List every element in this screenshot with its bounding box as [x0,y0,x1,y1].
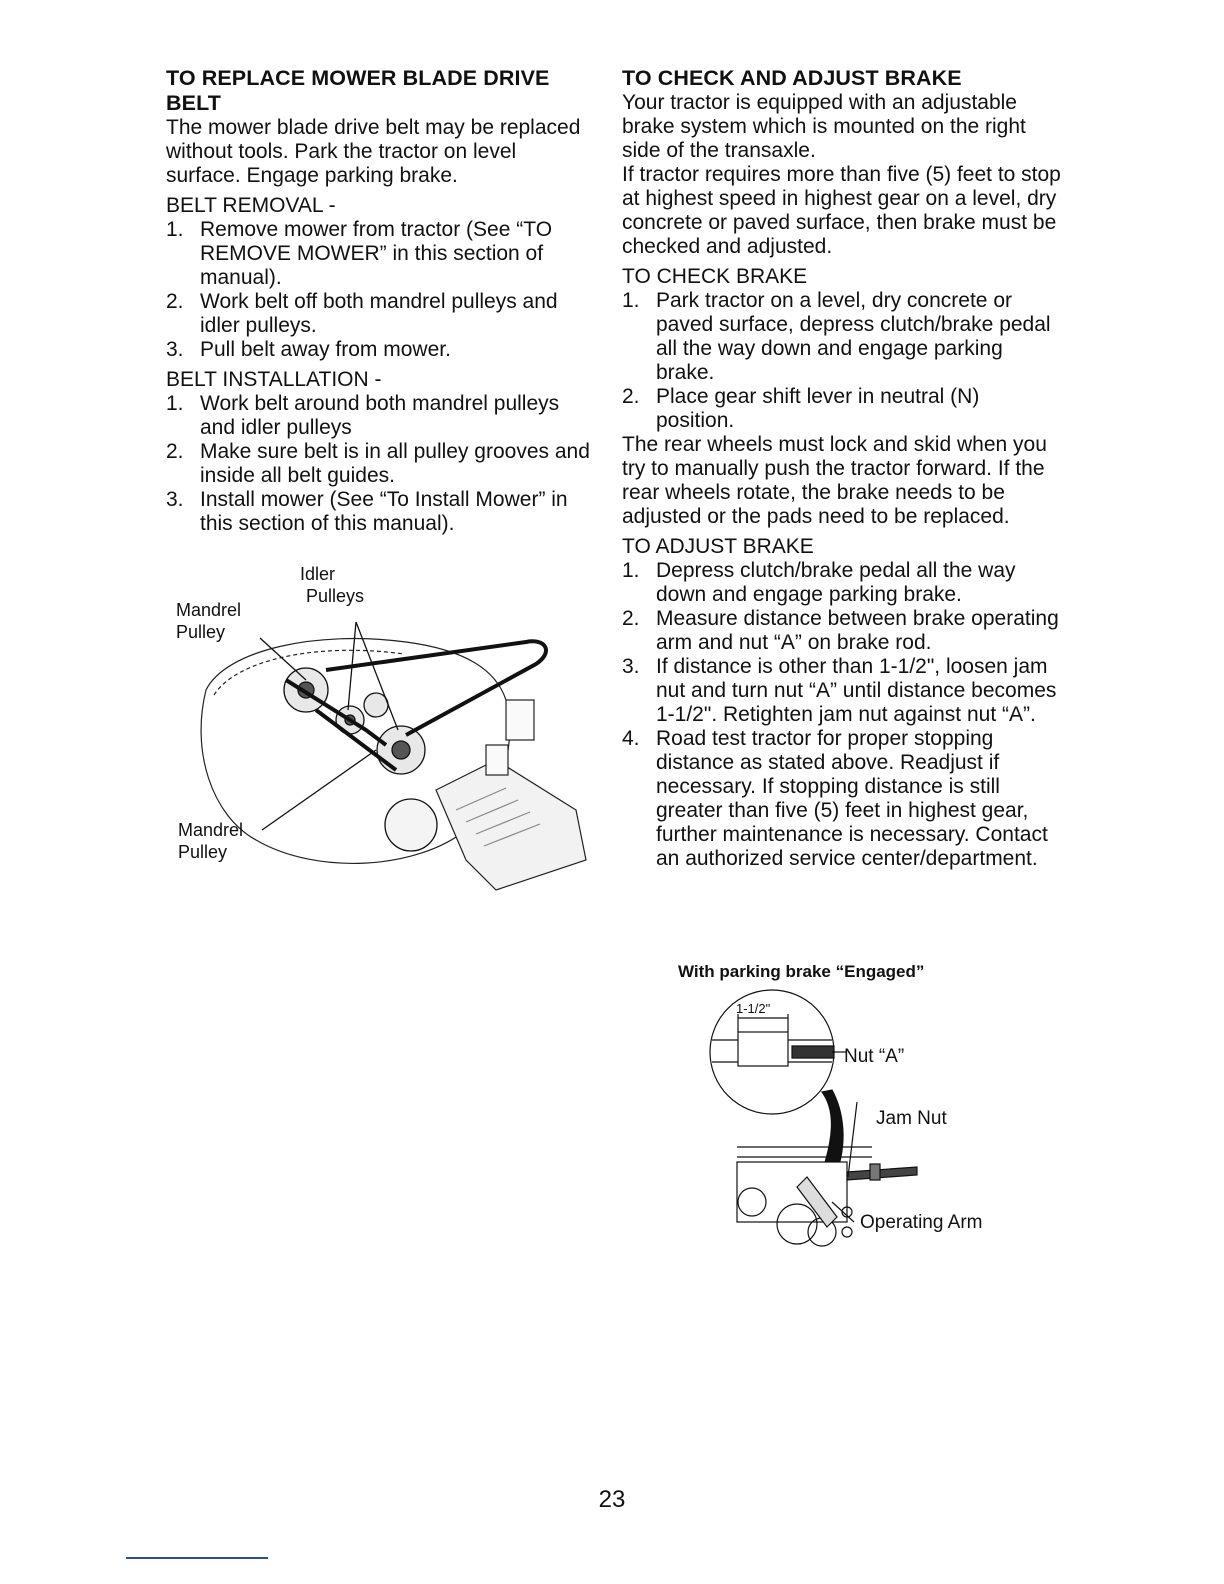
list-item: 3. Install mower (See “To Install Mower” in this section of this manual). [166,488,568,535]
brake-intro-2: If tractor requires more than five (5) feet to stop at highest speed in highest gear on a level, dry concrete or paved surface, then brake must be checked and adjusted. [622,163,1061,258]
list-item: 2. Measure distance between brake operating arm and nut “A” on brake rod. [622,607,1059,654]
list-item: 1. Depress clutch/brake pedal all the way down and engage parking brake. [622,559,1016,606]
brake-intro: Your tractor is equipped with an adjustable brake system which is mounted on the right side of the transaxle. [622,91,1026,162]
label-mandrel-bottom-pulley: Pulley [178,842,228,862]
belt-installation-heading: BELT INSTALLATION - [166,368,382,391]
label-idler: Idler [300,564,336,584]
list-item: 3. If distance is other than 1-1/2", loosen jam nut and turn nut “A” until distance becomes 1-1/2". Retighten jam nut against nut “A”. [622,655,1057,726]
brake-figure-caption: With parking brake “Engaged” [678,962,925,981]
replace-belt-intro: The mower blade drive belt may be replaced without tools. Park the tractor on level surface. Engage parking brake. [166,116,581,187]
adjust-brake-steps [622,559,1062,871]
label-nut-a: Nut “A” [844,1046,905,1067]
label-mandrel-top: Mandrel [176,600,242,620]
adjust-brake-heading: TO ADJUST BRAKE [622,535,814,558]
dimension-label: 1-1/2" [736,1001,771,1016]
check-brake-heading: TO CHECK BRAKE [622,265,808,288]
section-title-brake: TO CHECK AND ADJUST BRAKE [622,66,962,90]
right-column [622,66,1062,871]
mower-belt-figure [166,560,606,900]
list-item: 2. Place gear shift lever in neutral (N) position. [622,385,980,432]
check-brake-steps [622,289,1062,433]
belt-installation-steps [166,392,596,536]
list-item: 4. Road test tractor for proper stopping distance as stated above. Readjust if necessary. If stopping distance is still greater than five (5) feet in highest gear, further maintenance is necessary. Contact an authorized service center/department. [622,727,1048,870]
check-brake-note: The rear wheels must lock and skid when you try to manually push the tractor forward. If the rear wheels rotate, the brake needs to be adjusted or the pads need to be replaced. [622,433,1047,528]
list-item: 2. Make sure belt is in all pulley grooves and inside all belt guides. [166,440,590,487]
belt-removal-steps [166,218,596,362]
list-item: 1. Park tractor on a level, dry concrete or paved surface, depress clutch/brake pedal all the way down and engage parking brake. [622,289,1051,384]
list-item: 1. Work belt around both mandrel pulleys and idler pulleys [166,392,560,439]
list-item: 2. Work belt off both mandrel pulleys and idler pulleys. [166,290,558,337]
footer-rule [126,1557,268,1559]
label-jam-nut: Jam Nut [876,1108,947,1129]
section-title-replace-belt: TO REPLACE MOWER BLADE DRIVE BELT [166,66,550,115]
label-mandrel-bottom: Mandrel [178,820,244,840]
label-mandrel-top-pulley: Pulley [176,622,226,642]
list-item: 1. Remove mower from tractor (See “TO REMOVE MOWER” in this section of manual). [166,218,553,289]
belt-removal-heading: BELT REMOVAL - [166,194,336,217]
left-column [166,66,596,536]
list-item: 3. Pull belt away from mower. [166,338,451,361]
label-idler-pulleys: Pulleys [306,586,365,606]
page-number: 23 [598,1486,626,1513]
brake-figure [672,962,1032,1262]
label-operating-arm: Operating Arm [860,1212,983,1233]
